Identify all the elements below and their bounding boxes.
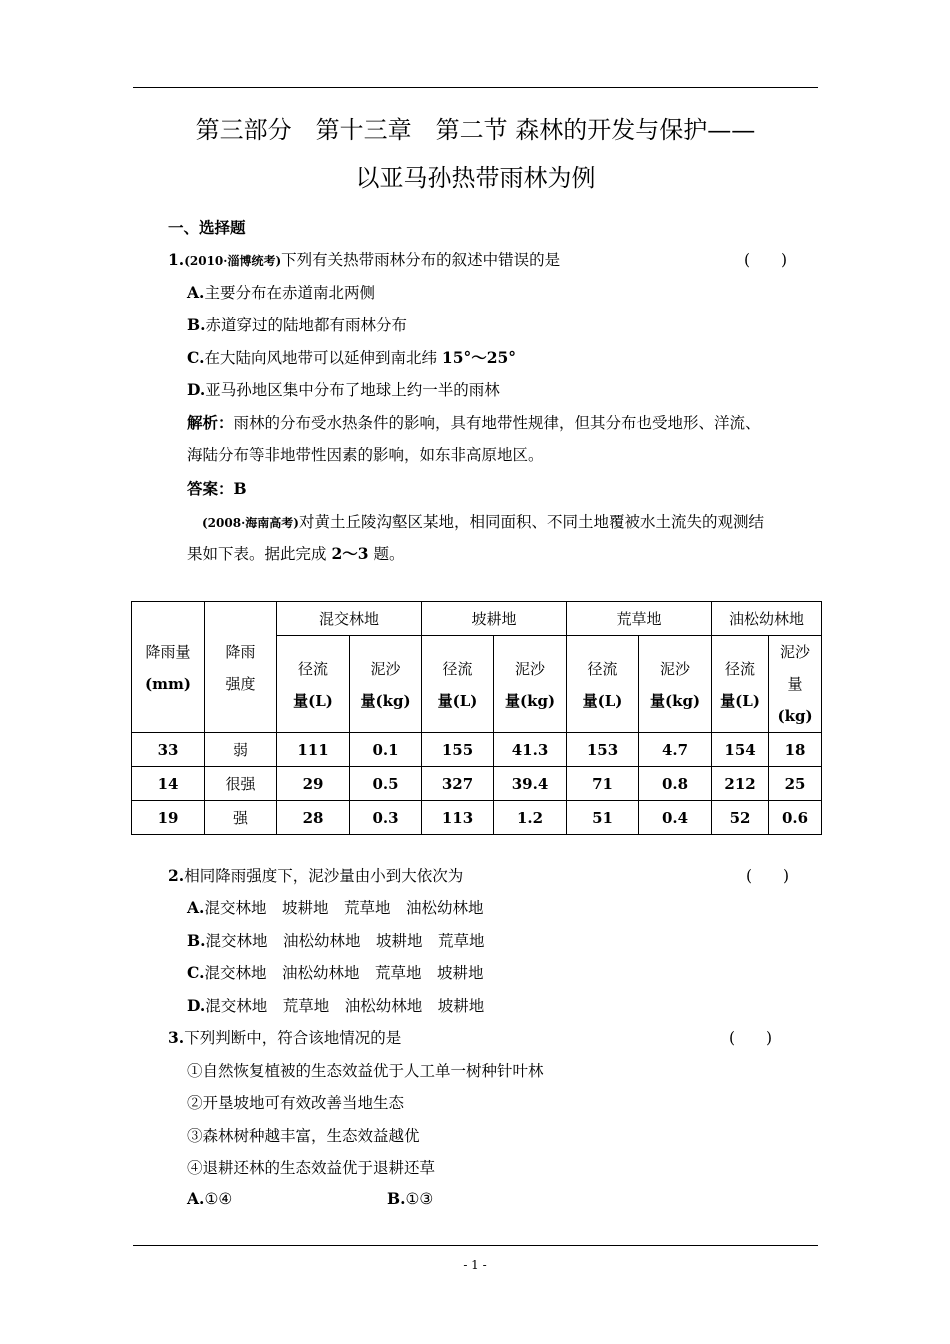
analysis-text: 雨林的分布受水热条件的影响，具有地带性规律，但其分布也受地形、洋流、 <box>233 414 761 432</box>
answer-label: 答案： <box>187 479 234 498</box>
answer-parenthesis: ( ) <box>744 251 788 269</box>
table-cell: 212 <box>712 767 769 801</box>
option-letter: C. <box>187 963 205 982</box>
option-letter: A. <box>187 1189 205 1208</box>
option-d <box>187 994 484 1016</box>
question-number: 1. <box>168 250 185 269</box>
option-value: 15°～25° <box>441 348 517 367</box>
intro-text: 题。 <box>368 545 405 563</box>
answer-parenthesis: ( ) <box>746 867 790 885</box>
option-b <box>387 1189 433 1208</box>
table-cell: 很强 <box>205 767 277 801</box>
table-cell: 0.1 <box>350 733 422 767</box>
header-unit: 量(L) <box>720 692 760 710</box>
question-stem: 相同降雨强度下，泥沙量由小到大依次为 <box>184 867 464 885</box>
header-runoff <box>712 636 769 733</box>
question-stem: 下列判断中，符合该地情况的是 <box>184 1029 402 1047</box>
header-text: 泥沙 <box>660 660 691 678</box>
table-row <box>132 767 822 801</box>
footer-rule <box>133 1245 818 1246</box>
header-group-slope-farmland: 坡耕地 <box>422 602 567 636</box>
intro-line-1 <box>202 510 764 532</box>
header-runoff <box>567 636 639 733</box>
option-a <box>187 281 375 303</box>
header-text: 降雨量 <box>145 643 191 661</box>
option-text: 赤道穿过的陆地都有雨林分布 <box>205 316 408 334</box>
table-cell: 0.4 <box>639 801 712 835</box>
table-cell: 0.5 <box>350 767 422 801</box>
header-text: 泥沙 <box>370 660 401 678</box>
option-letter: B. <box>187 931 206 950</box>
table-cell: 28 <box>277 801 350 835</box>
header-unit: 量(kg) <box>650 692 701 710</box>
analysis-label: 解析： <box>187 413 234 432</box>
question-3 <box>168 1026 401 1048</box>
header-group-pine-forest: 油松幼林地 <box>712 602 822 636</box>
table-cell: 4.7 <box>639 733 712 767</box>
table-cell: 153 <box>567 733 639 767</box>
header-runoff <box>422 636 494 733</box>
header-silt <box>350 636 422 733</box>
option-letter: B. <box>387 1189 406 1208</box>
option-c <box>187 346 516 368</box>
question-number: 2. <box>168 866 185 885</box>
answer-line <box>187 477 247 499</box>
intro-line-2 <box>187 542 404 564</box>
table-cell: 154 <box>712 733 769 767</box>
option-text: ①③ <box>405 1190 434 1208</box>
table-cell: 111 <box>277 733 350 767</box>
question-stem: 下列有关热带雨林分布的叙述中错误的是 <box>281 251 561 269</box>
statement-4: ④退耕还林的生态效益优于退耕还草 <box>187 1159 436 1177</box>
page-title-line2: 以亚马孙热带雨林为例 <box>355 164 596 192</box>
intro-text: 果如下表。据此完成 <box>187 545 332 563</box>
header-silt <box>494 636 567 733</box>
table-row <box>132 733 822 767</box>
analysis-line-1 <box>187 411 761 433</box>
header-runoff <box>277 636 350 733</box>
header-text: 降雨 <box>225 643 256 661</box>
header-text: 径流 <box>442 660 473 678</box>
table-cell: 327 <box>422 767 494 801</box>
table-cell: 51 <box>567 801 639 835</box>
table-cell: 29 <box>277 767 350 801</box>
table-cell: 25 <box>769 767 822 801</box>
table-cell: 113 <box>422 801 494 835</box>
header-text: 径流 <box>725 660 756 678</box>
option-letter: A. <box>187 283 205 302</box>
option-a <box>187 1189 232 1208</box>
answer-value: B <box>233 479 247 498</box>
option-b <box>187 929 485 951</box>
table-cell: 39.4 <box>494 767 567 801</box>
table-cell: 52 <box>712 801 769 835</box>
option-b <box>187 313 407 335</box>
table-cell: 1.2 <box>494 801 567 835</box>
option-text: 混交林地 坡耕地 荒草地 油松幼林地 <box>204 899 484 917</box>
header-unit: 量(L) <box>293 692 333 710</box>
header-group-grassland: 荒草地 <box>567 602 712 636</box>
header-unit: 量(kg) <box>360 692 411 710</box>
option-text: 在大陆向风地带可以延伸到南北纬 <box>204 349 442 367</box>
option-letter: A. <box>187 898 205 917</box>
header-unit: (kg) <box>777 707 813 725</box>
question-2 <box>168 864 463 886</box>
header-intensity <box>205 602 277 733</box>
header-rule <box>133 87 818 88</box>
header-silt <box>639 636 712 733</box>
option-letter: D. <box>187 380 206 399</box>
table-cell: 41.3 <box>494 733 567 767</box>
question-source: (2010·淄博统考) <box>184 254 282 268</box>
statement-3: ③森林树种越丰富，生态效益越优 <box>187 1127 420 1145</box>
header-text: 径流 <box>297 660 328 678</box>
table-cell: 19 <box>132 801 205 835</box>
table-cell: 71 <box>567 767 639 801</box>
intro-text: 对黄土丘陵沟壑区某地，相同面积、不同土地覆被水土流失的观测结 <box>298 513 764 531</box>
option-text: 混交林地 油松幼林地 坡耕地 荒草地 <box>205 932 485 950</box>
table-cell: 0.8 <box>639 767 712 801</box>
page-title-line1: 第三部分 第十三章 第二节 森林的开发与保护—— <box>195 116 756 144</box>
page-number: - 1 - <box>463 1258 487 1272</box>
statement-1: ①自然恢复植被的生态效益优于人工单一树种针叶林 <box>187 1062 544 1080</box>
option-d <box>187 378 500 400</box>
table-cell: 14 <box>132 767 205 801</box>
table-cell: 弱 <box>205 733 277 767</box>
option-a <box>187 896 483 918</box>
table-cell: 0.6 <box>769 801 822 835</box>
section-heading: 一、选择题 <box>168 218 246 237</box>
header-unit: 量(L) <box>437 692 478 710</box>
table-cell: 155 <box>422 733 494 767</box>
option-text: 主要分布在赤道南北两侧 <box>204 284 375 302</box>
option-c <box>187 961 483 983</box>
option-text: 亚马孙地区集中分布了地球上约一半的雨林 <box>205 381 500 399</box>
question-number: 3. <box>168 1028 185 1047</box>
option-letter: B. <box>187 315 206 334</box>
header-text: 径流 <box>587 660 618 678</box>
option-letter: D. <box>187 996 206 1015</box>
header-unit: (mm) <box>145 675 191 693</box>
table-cell: 0.3 <box>350 801 422 835</box>
table-cell: 强 <box>205 801 277 835</box>
table-cell: 33 <box>132 733 205 767</box>
intro-source: (2008·海南高考) <box>202 516 299 530</box>
header-text: 泥沙 <box>515 660 546 678</box>
table-cell: 18 <box>769 733 822 767</box>
option-text: ①④ <box>204 1190 233 1208</box>
header-silt <box>769 636 822 733</box>
header-unit: 量(L) <box>582 692 623 710</box>
option-letter: C. <box>187 348 205 367</box>
header-group-mixed-forest: 混交林地 <box>277 602 422 636</box>
statement-2: ②开垦坡地可有效改善当地生态 <box>187 1094 405 1112</box>
option-text: 混交林地 油松幼林地 荒草地 坡耕地 <box>204 964 484 982</box>
header-text: 泥沙 <box>780 643 811 661</box>
analysis-line-2: 海陆分布等非地带性因素的影响，如东非高原地区。 <box>187 446 544 464</box>
answer-parenthesis: ( ) <box>729 1029 773 1047</box>
header-rainfall <box>132 602 205 733</box>
header-text: 量 <box>787 675 803 693</box>
table-row <box>132 801 822 835</box>
intro-range: 2～3 <box>331 544 369 563</box>
erosion-table <box>131 601 822 835</box>
header-unit: 量(kg) <box>504 692 556 710</box>
option-text: 混交林地 荒草地 油松幼林地 坡耕地 <box>205 997 485 1015</box>
header-text: 强度 <box>225 675 256 693</box>
question-1 <box>168 248 560 270</box>
